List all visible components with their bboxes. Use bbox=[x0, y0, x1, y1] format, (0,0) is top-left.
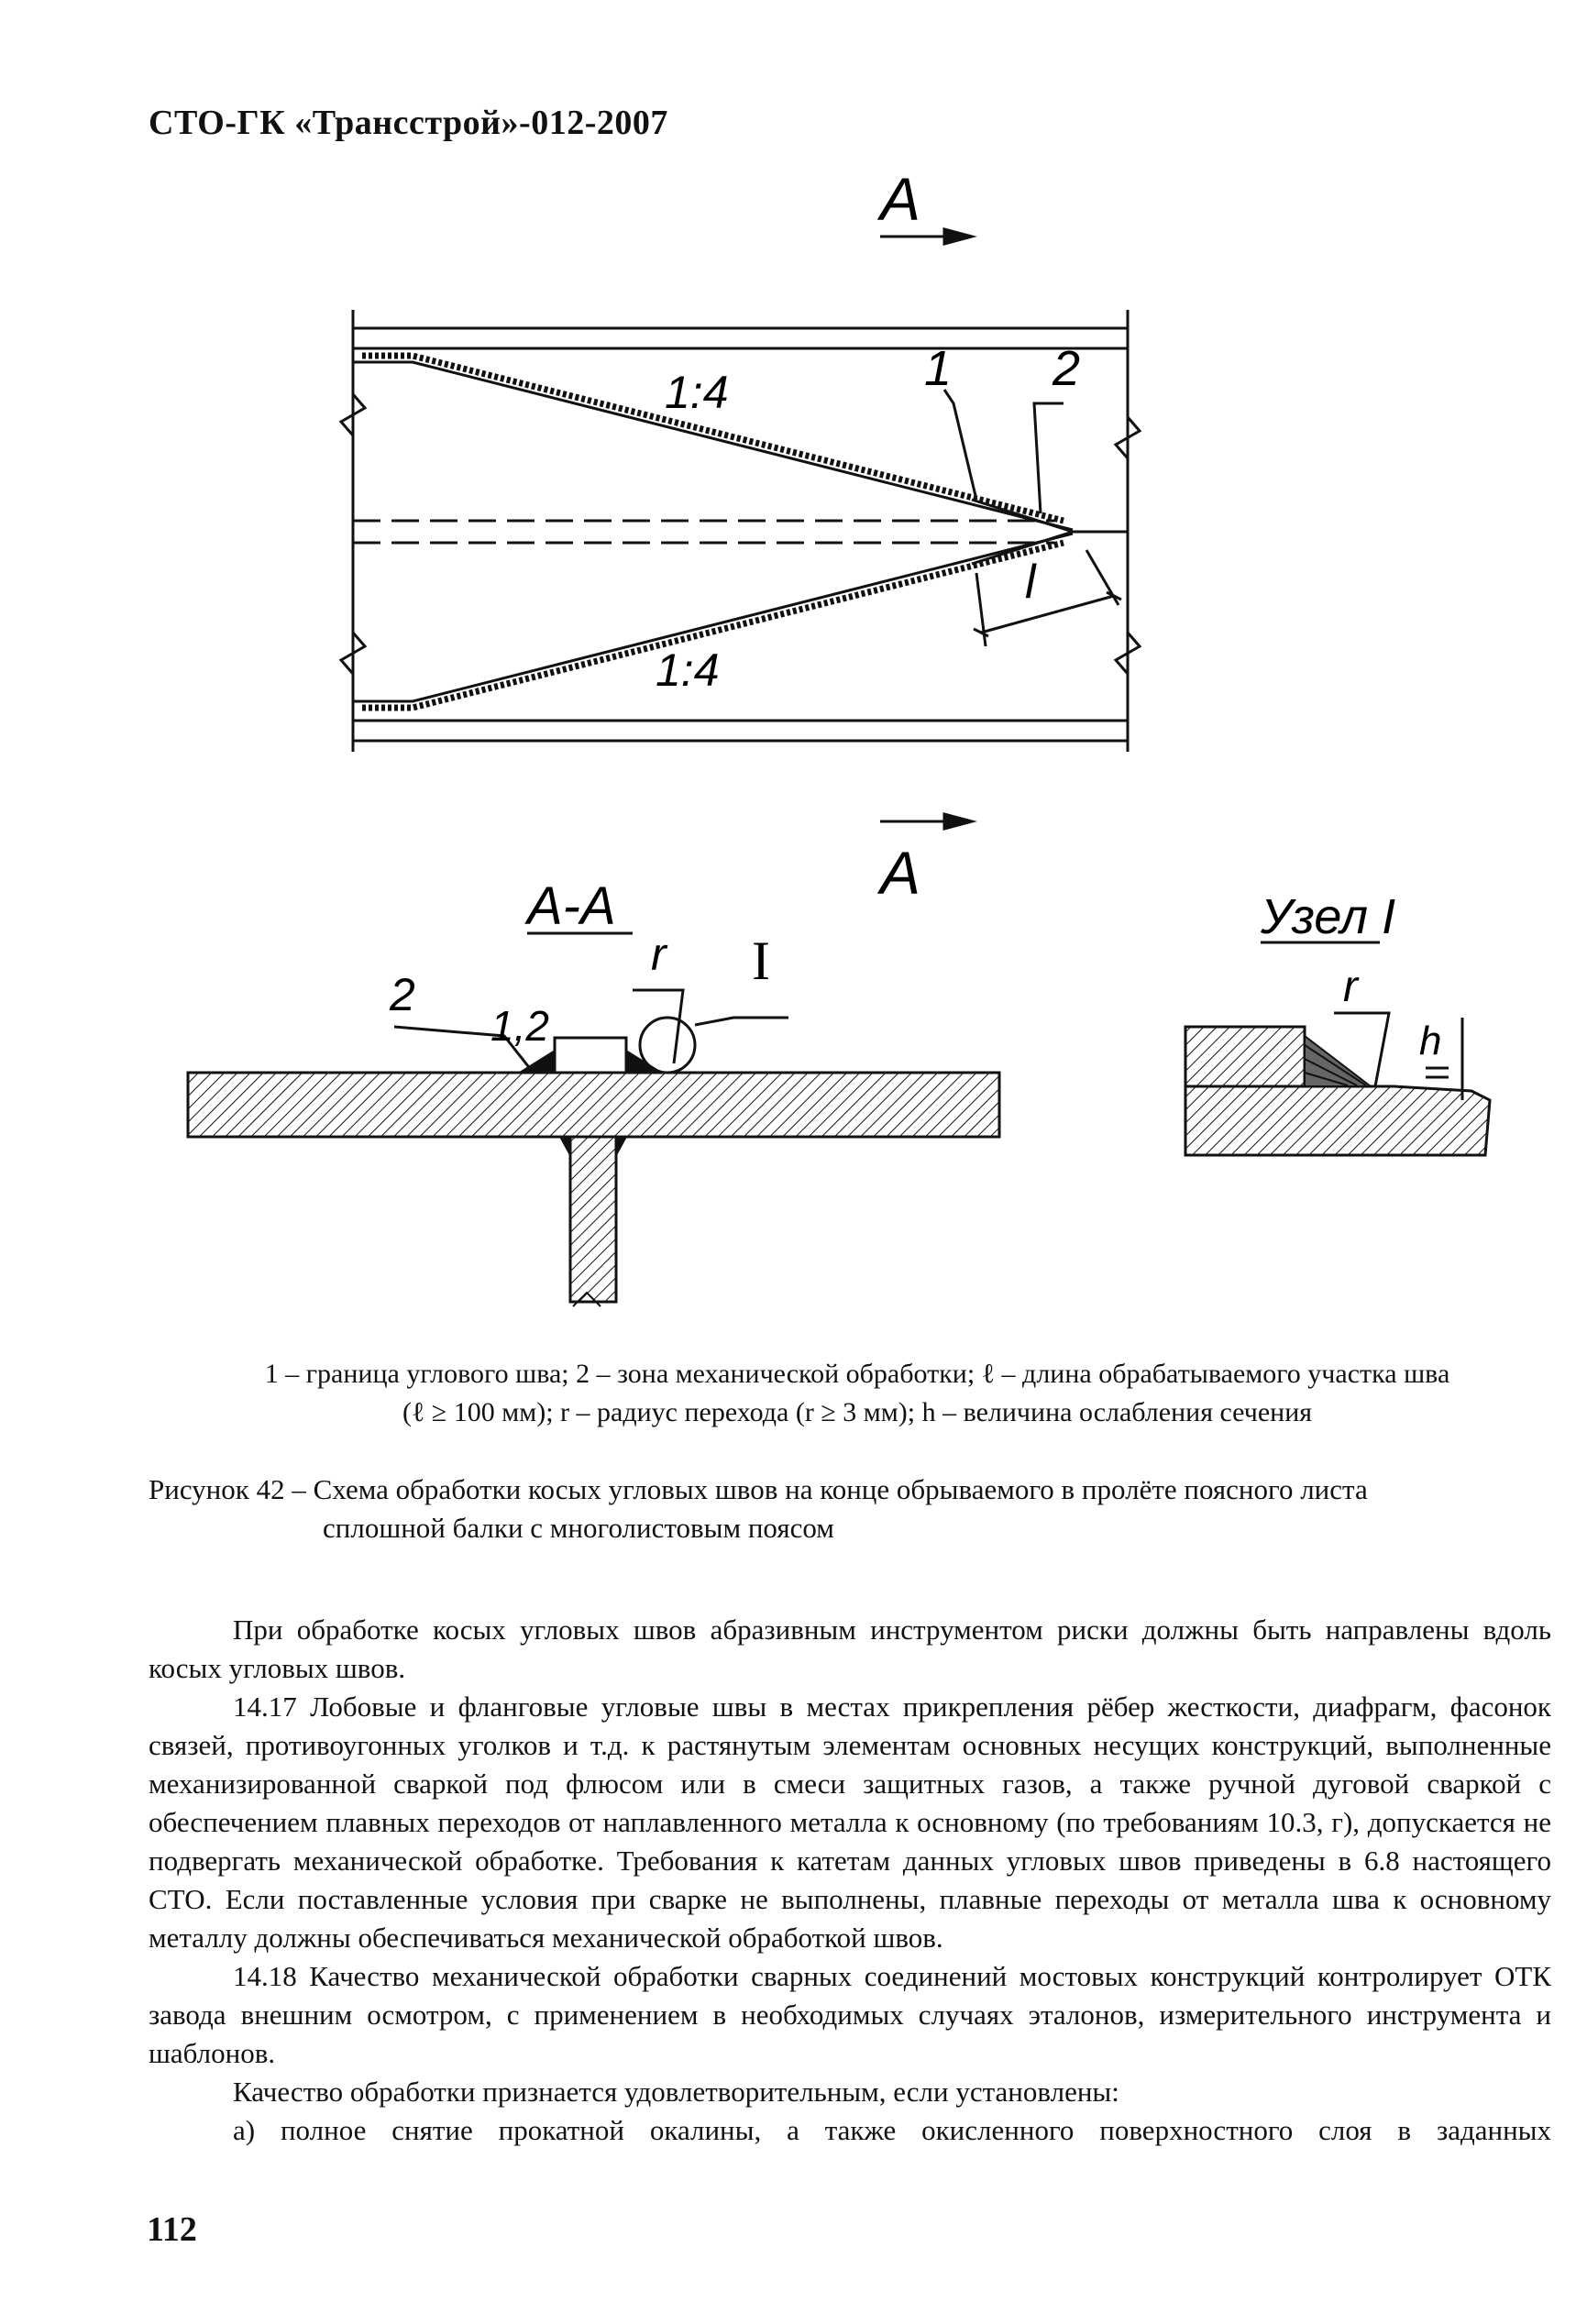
section-marker-12: 1,2 bbox=[490, 1002, 549, 1050]
node-detail bbox=[1185, 942, 1490, 1155]
document-header: СТО-ГК «Трансстрой»-012-2007 bbox=[149, 104, 668, 142]
paragraph: Качество обработки признается удовлетворительным, если установлены: bbox=[233, 2076, 1119, 2108]
plan-view bbox=[341, 310, 1140, 752]
section-marker-r: r bbox=[651, 929, 667, 980]
body-text bbox=[149, 1611, 1551, 2150]
figure-legend bbox=[165, 1355, 1549, 1432]
slope-upper: 1:4 bbox=[665, 367, 729, 418]
marker-2: 2 bbox=[1053, 341, 1081, 396]
section-marker-2: 2 bbox=[390, 969, 415, 1020]
section-node-label: I bbox=[752, 931, 770, 991]
dim-l: l bbox=[1025, 556, 1036, 609]
paragraph: При обработке косых угловых швов абразивным инструментом риски должны быть направлены вдоль косых угловых швов. bbox=[149, 1614, 1551, 1684]
legend-line-1: 1 – граница углового шва; 2 – зона механической обработки; ℓ – длина обрабатываемого участка шва bbox=[264, 1359, 1450, 1389]
view-arrow-bottom bbox=[880, 814, 972, 829]
view-label-bottom: А bbox=[880, 839, 921, 907]
view-label-top: А bbox=[880, 165, 921, 233]
section-title: А-А bbox=[527, 876, 616, 936]
caption-line-1: Рисунок 42 – Схема обработки косых угловых швов на конце обрываемого в пролёте поясного листа bbox=[149, 1473, 1368, 1505]
node-h: h bbox=[1419, 1019, 1442, 1063]
figure-caption bbox=[149, 1470, 1551, 1547]
paragraph: 14.18 Качество механической обработки сварных соединений мостовых конструкций контролирует ОТК завода внешним осмотром, с применением в необходимых случаях эталонов, измерительного инструмента и шаблонов. bbox=[149, 1960, 1551, 2069]
legend-line-2: (ℓ ≥ 100 мм); r – радиус перехода (r ≥ 3 мм); h – величина ослабления сечения bbox=[402, 1397, 1313, 1427]
paragraph: 14.17 Лобовые и фланговые угловые швы в местах прикрепления рёбер жесткости, диафрагм, фасонок связей, противоугонных уголков и т.д. к растянутым элементам основных несущих конструкций, выполненные механизированной сваркой под флюсом или в смеси защитных газов, а также ручной дуговой сваркой с обеспечением плавных переходов от наплавленного металла к основному (по требованиям 10.3, г), допускается не подвергать механической обработке. Требования к катетам данных угловых швов приведены в 6.8 настоящего СТО. Если поставленные условия при сварке не выполнены, плавные переходы от металла шва к основному металлу должны обеспечиваться механической обработкой швов. bbox=[149, 1691, 1551, 1954]
slope-lower: 1:4 bbox=[656, 644, 720, 696]
caption-line-2: сплошной балки с многолистовым поясом bbox=[323, 1512, 834, 1544]
paragraph: а) полное снятие прокатной окалины, а также окисленного поверхностного слоя в заданных bbox=[233, 2114, 1551, 2146]
page-number: 112 bbox=[147, 2210, 197, 2249]
node-r: r bbox=[1343, 963, 1358, 1011]
marker-1: 1 bbox=[924, 341, 953, 396]
node-title: Узел I bbox=[1261, 889, 1396, 944]
section-aa bbox=[188, 933, 999, 1306]
